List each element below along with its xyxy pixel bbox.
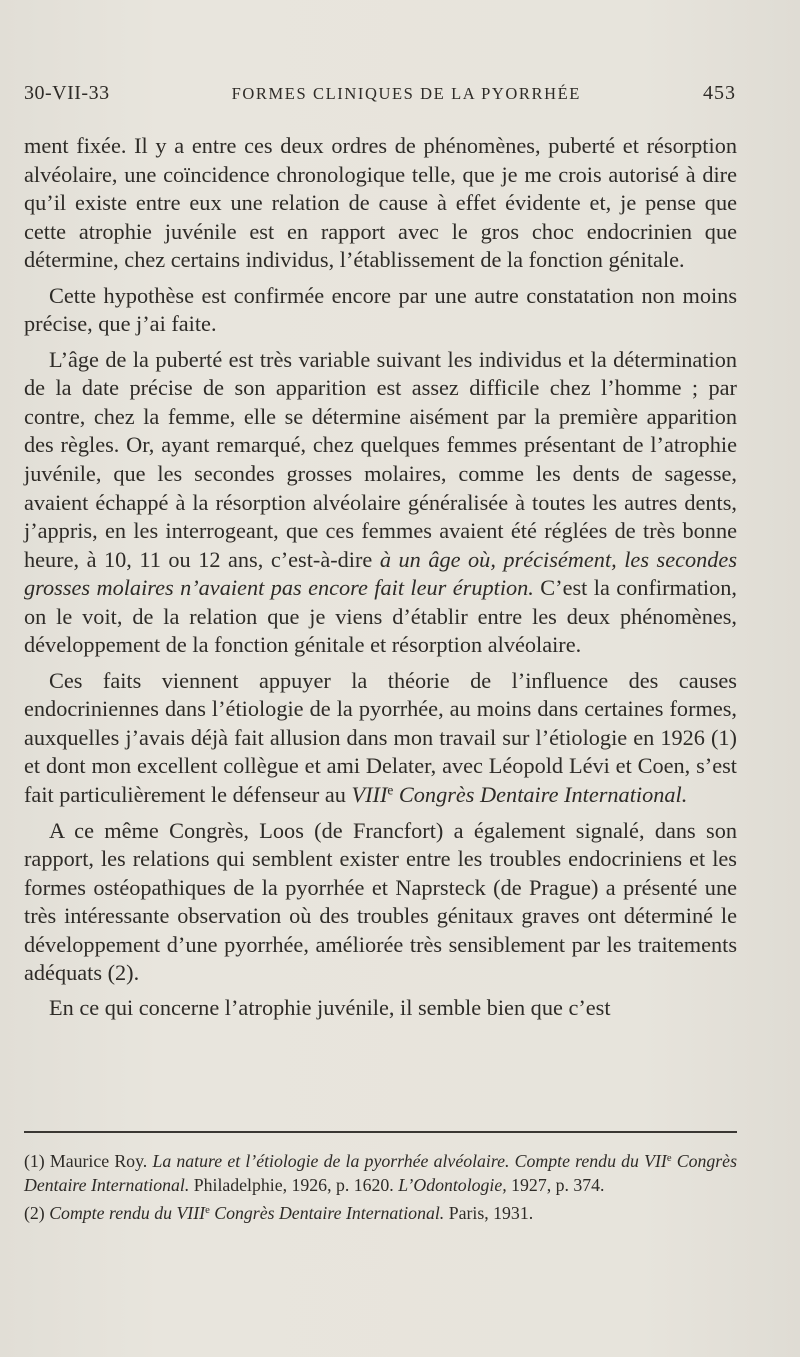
footnote-2 [24, 1202, 737, 1226]
footnote-2-number: (2) [24, 1202, 50, 1223]
paragraph-4 [24, 667, 737, 810]
header-title: FORMES CLINIQUES DE LA PYORRHÉE [231, 84, 581, 103]
paragraph-4-superscript: e [387, 782, 394, 798]
footnote-1 [24, 1150, 737, 1198]
paragraph-3-text-b: C’est la confirmation, on le voit, de la relation que je viens d’établir entre les deux phénomènes, développement de la fonction génitale et résorption alvéolaire. [24, 575, 737, 658]
paragraph-2: Cette hypothèse est confirmée encore par une autre constatation non moins précise, que j’ai faite. [24, 282, 737, 337]
paragraph-5: A ce même Congrès, Loos (de Francfort) a également signalé, dans son rapport, les relations qui semblent exister entre les troubles endocriniens et les formes ostéopathiques de la pyorrhée et Naprsteck (de Prague) a présenté une très intéressante observation où des troubles génitaux graves ont déterminé le développement d’une pyorrhée, améliorée très sensiblement par les traitements adéquats (2). [24, 817, 737, 986]
footnote-2-place: Paris, 1931. [444, 1202, 534, 1223]
footnote-1-reference: 1927, p. 374. [506, 1174, 605, 1195]
footnote-1-congress: Congrès Dentaire International. [24, 1151, 737, 1195]
paragraph-4-congress-number: VIII [351, 782, 388, 808]
paragraph-3 [24, 346, 737, 660]
running-header [24, 82, 736, 118]
footnote-1-place: Philadelphie, 1926, p. 1620. [189, 1174, 399, 1195]
footnote-divider [24, 1131, 737, 1133]
paragraph-3-italic: à un âge où, précisément, les secondes grosses molaires n’avaient pas encore fait leur éruption. [24, 546, 738, 601]
footnote-1-journal: L’Odontologie, [398, 1174, 507, 1195]
paragraph-6: En ce qui concerne l’atrophie juvénile, il semble bien que c’est [49, 994, 611, 1020]
paragraph-4-congress-name: Congrès Dentaire International. [393, 782, 688, 808]
paragraph-1: ment fixée. Il y a entre ces deux ordres de phénomènes, puberté et résorption alvéolaire, une coïncidence chronologique telle, que je me crois autorisé à dire qu’il existe entre eux une relation de cause à effet évidente et, je pense que cette atrophie juvénile est en rapport avec le gros choc endocrinien que détermine, chez certains individus, l’établissement de la fonction génitale. [24, 133, 737, 273]
body-text [24, 132, 737, 1022]
footnote-2-superscript: e [205, 1203, 210, 1216]
page-number: 453 [703, 82, 736, 104]
footnote-1-superscript: e [666, 1152, 672, 1165]
paragraph-4-text: Ces faits viennent appuyer la théorie de l’influence des causes endocriniennes dans l’étiologie de la pyorrhée, au moins dans certaines formes, auxquelles j’avais déjà fait allusion dans mon travail sur l’étiologie en 1926 (1) et dont mon excellent collègue et ami Delater, avec Léopold Lévi et Coen, s’est fait particulièrement le défenseur au [24, 667, 737, 808]
footnote-1-author: (1) Maurice Roy. [24, 1151, 153, 1171]
footnotes [24, 1150, 737, 1225]
paragraph-3-text-a: L’âge de la puberté est très variable suivant les individus et la détermination de la date précise de son apparition est assez difficile chez l’homme ; par contre, chez la femme, elle se détermine aisément par la première apparition des règles. Or, ayant remarqué, chez quelques femmes présentant de l’atrophie juvénile, que les secondes grosses molaires, comme les dents de sagesse, avaient échappé à la résorption alvéolaire généralisée à toutes les autres dents, j’appris, en les interrogeant, que ces femmes avaient été réglées de très bonne heure, à 10, 11 ou 12 ans, c’est-à-dire [24, 346, 737, 572]
footnote-1-title: La nature et l’étiologie de la pyorrhée alvéolaire. Compte rendu du VII [152, 1151, 667, 1171]
header-date: 30-VII-33 [24, 82, 110, 104]
footnote-2-congress: Congrès Dentaire International. [209, 1202, 445, 1223]
footnote-2-title: Compte rendu du VIII [49, 1202, 206, 1223]
